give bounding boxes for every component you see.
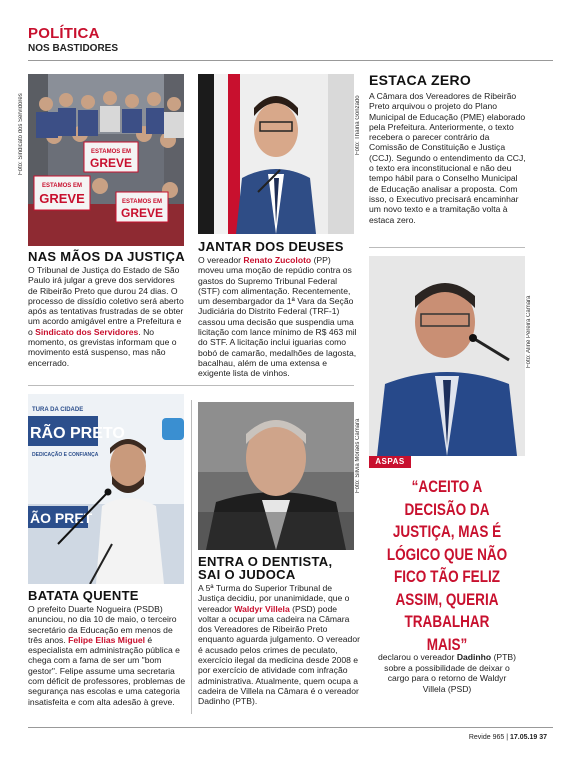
section-title: POLÍTICA <box>28 25 100 42</box>
section-header <box>28 25 118 54</box>
pull-quote: “ACEITO A DECISÃO DA JUSTIÇA, MAS É LÓGICO QUE NÃO FICO TÃO FELIZ ASSIM, QUERIA TRABALHAR MAIS” <box>386 478 508 654</box>
banner-text: RÃO PRETO <box>30 425 125 442</box>
article-title: NAS MÃOS DA JUSTIÇA <box>28 249 185 264</box>
magazine-name: Revide 965 <box>468 734 505 741</box>
secretary-felipe-photo <box>28 394 184 584</box>
banner-text: ÃO PRET <box>30 510 93 526</box>
issue-date: 17.05.19 <box>510 734 538 741</box>
protest-illustration <box>28 74 184 246</box>
councilman-villela-photo <box>198 402 354 550</box>
page-number: 37 <box>539 734 547 741</box>
article-body <box>198 583 360 707</box>
photo-credit: Foto: Thaina Gonzado <box>355 95 361 155</box>
portrait-illustration <box>198 402 354 550</box>
councilman-zucoloto-photo <box>198 74 354 234</box>
speaker-illustration <box>198 74 354 234</box>
press-conference-illustration <box>28 394 184 584</box>
article-title: ENTRA O DENTISTA, SAI O JUDOCA <box>198 554 333 582</box>
body-text-part: (PP) moveu uma moção de repúdio contra os gastos do Supremo Tribunal Federal (STF) com alimentação. Recentemente, um desembargador da 1ª Vara da Seção Judiciária do Distrito Federal (TRF-1) cassou uma decisão que suspendia uma licitação com lance mínimo de R$ 463 mil do STF. A licitação inclui iguarias como bobó de camarão, medalhões de lagosta, bacalhau, além de uma extensa e exigente lista de vinhos. <box>198 255 357 379</box>
article-title: ESTACA ZERO <box>369 72 472 88</box>
body-text-part: O vereador <box>198 255 244 265</box>
svg-text:GREVE: GREVE <box>89 156 133 170</box>
highlighted-name: Waldyr Villela <box>234 603 290 614</box>
svg-text:ESTAMOS EM: ESTAMOS EM <box>91 149 131 155</box>
photo-credit: Foto: Sindicato dos Servidores <box>18 93 24 175</box>
photo-credit: Foto: Aline Pereira Camara <box>526 295 532 368</box>
header-divider <box>28 60 553 61</box>
quote-attribution <box>377 652 517 694</box>
banner-text: TURA DA CIDADE <box>32 407 84 413</box>
footer-divider <box>28 727 553 728</box>
body-text-part: (PSD) pode voltar a ocupar uma cadeira na Câmara dos Vereadores de Ribeirão Preto enquanto aguarda julgamento. O vereador é acusado pelos crimes de peculato, exercício ilegal da medicina desde 2008 e por exercício de atividade com infração administrativa. Atualmente, quem ocupa a cadeira de Villela na Câmara é o vereador Dadinho (PTB). <box>198 603 360 707</box>
body-text-part: O prefeito Duarte Nogueira (PSDB) anunciou, no dia 10 de maio, o terceiro secretário da Educação em menos de três anos. <box>28 604 177 645</box>
column-divider <box>191 400 192 714</box>
attribution-text: (PTB) sobre a possibilidade de deixar o cargo para o retorno de Waldyr Villela (PSD) <box>384 652 517 694</box>
quoted-person: Dadinho <box>456 652 492 662</box>
divider <box>28 385 354 386</box>
svg-text:GREVE: GREVE <box>120 206 164 220</box>
highlighted-name: Felipe Elias Miguel <box>68 634 146 645</box>
body-text-part: A 5ª Turma do Superior Tribunal de Justiça decidiu, por unanimidade, que o vereador <box>198 583 350 614</box>
divider <box>369 247 525 248</box>
attribution-text: declarou o vereador <box>377 652 457 662</box>
highlighted-name: Renato Zucoloto <box>243 255 312 265</box>
councilman-dadinho-photo <box>369 256 525 456</box>
aspas-tag: ASPAS <box>369 456 411 468</box>
svg-text:ESTAMOS EM: ESTAMOS EM <box>122 199 162 205</box>
article-title: JANTAR DOS DEUSES <box>198 239 344 254</box>
highlighted-name: Sindicato dos Servidores <box>35 326 139 337</box>
banner-text: DEDICAÇÃO E CONFIANÇA <box>32 452 99 458</box>
article-body <box>28 604 188 707</box>
article-body <box>28 265 186 368</box>
speaker-illustration <box>369 256 525 456</box>
svg-text:ESTAMOS EM: ESTAMOS EM <box>42 183 82 189</box>
article-body: A Câmara dos Vereadores de Ribeirão Preto arquivou o projeto do Plano Municipal de Educação (PME) elaborado pela Prefeitura. Anteriormente, o texto recebera o parecer contrário da Comissão de Constituição e Justiça (CCJ). Segundo o entendimento da CCJ, o texto era inconstitucional e não deu tempo hábil para o Conselho Municipal de Educação analisar a proposta. Com isso, o Executivo precisará encaminhar um novo texto e a tramitação volta à estaca zero. <box>369 91 526 225</box>
article-title: BATATA QUENTE <box>28 588 139 603</box>
body-text-part: O Tribunal de Justiça do Estado de São Paulo irá julgar a greve dos servidores de Ribeirão Preto que durou 24 dias. O processo de dissídio coletivo será aberto após as tentativas frustradas de se obter um acordo amigável entre a Prefeitura e o <box>28 265 184 337</box>
body-text-part: . No momento, os grevistas informam que o movimento está suspenso, mas não encerrado. <box>28 326 177 368</box>
body-text-part: é especialista em administração pública e chega com a fama de ser um "bom gestor". Felipe assume uma secretaria com déficit de professores, problemas de segurança nas escolas e uma categoria insatisfeita e com alta adesão à greve. <box>28 634 186 707</box>
article-body <box>198 255 358 379</box>
svg-text:GREVE: GREVE <box>39 191 85 206</box>
strike-protest-photo <box>28 74 184 246</box>
page-footer: Revide 965 | 17.05.19 37 <box>468 734 547 741</box>
section-subtitle: NOS BASTIDORES <box>28 43 119 54</box>
photo-credit: Foto: Silvia Moraes Camara <box>355 418 361 493</box>
